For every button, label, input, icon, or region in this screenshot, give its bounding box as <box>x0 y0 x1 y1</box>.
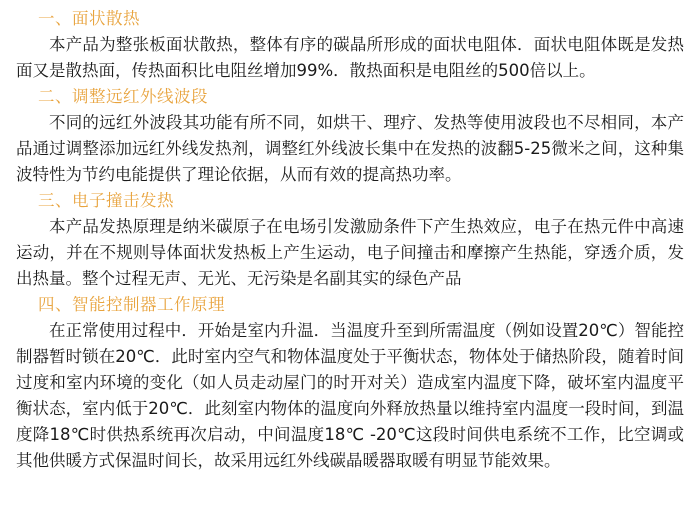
section-paragraph: 在正常使用过程中．开始是室内升温．当温度升至到所需温度（例如设置20℃）智能控制器暂时锁在20℃．此时室内空气和物体温度处于平衡状态，物体处于储热阶段，随着时间过度和室内环境的变化（如人员走动屋门的时开对关）造成室内温度下降，破坏室内温度平衡状态，室内低于20℃．此刻室内物体的温度向外释放热量以维持室内温度一段时间，到温度降18℃时供热系统再次启动，中间温度18℃ -20℃这段时间供电系统不工作，比空调或其他供暖方式保温时间长，故采用远红外线碳晶暖器取暖有明显节能效果。 <box>16 321 684 470</box>
document-section-4 <box>16 292 684 474</box>
section-heading: 二、调整远红外线波段 <box>38 87 208 106</box>
section-paragraph: 本产品发热原理是纳米碳原子在电场引发激励条件下产生热效应，电子在热元件中高速运动，并在不规则导体面状发热板上产生运动，电子间撞击和摩擦产生热能，穿透介质，发出热量。整个过程无声、无光、无污染是名副其实的绿色产品 <box>16 217 684 288</box>
section-heading: 三、电子撞击发热 <box>38 191 174 210</box>
document-section-3 <box>16 188 684 292</box>
section-paragraph: 本产品为整张板面状散热，整体有序的碳晶所形成的面状电阻体．面状电阻体既是发热面又是散热面，传热面积比电阻丝增加99%．散热面积是电阻丝的500倍以上。 <box>16 35 684 80</box>
section-paragraph: 不同的远红外波段其功能有所不同，如烘干、理疗、发热等使用波段也不尽相同，本产品通过调整添加远红外线发热剂，调整红外线波长集中在发热的波翻5-25微米之间，这种集波特性为节约电能提供了理论依据，从而有效的提高热功率。 <box>16 113 684 184</box>
document-section-1 <box>16 6 684 84</box>
section-heading: 四、智能控制器工作原理 <box>38 295 225 314</box>
section-heading: 一、面状散热 <box>38 9 140 28</box>
document-section-2 <box>16 84 684 188</box>
